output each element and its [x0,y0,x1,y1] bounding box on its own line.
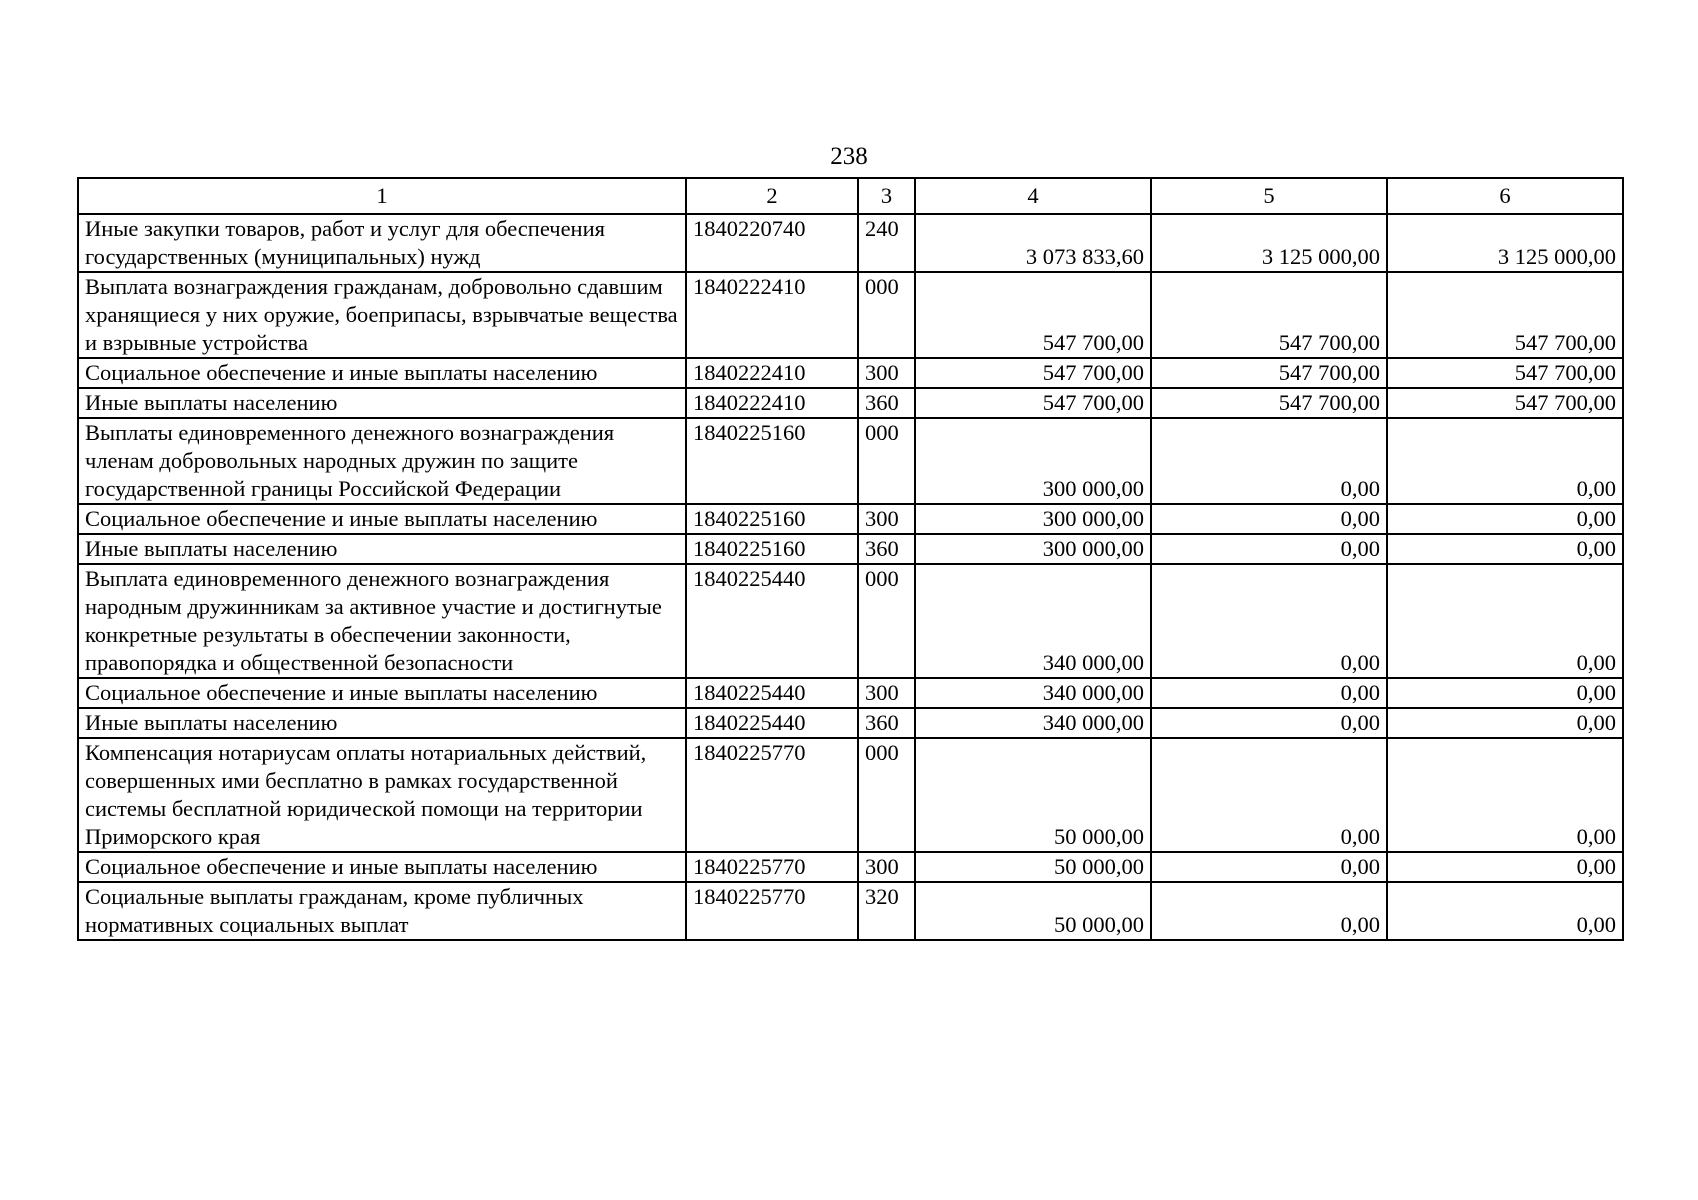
row-name-cell: Выплаты единовременного денежного вознаграждения членам добровольных народных дружин по защите государственной границы Российской Федерации [78,418,686,504]
row-value-col4: 50 000,00 [915,852,1151,882]
table-row [78,358,1623,388]
row-value-col4: 300 000,00 [915,534,1151,564]
row-code-cell: 1840225160 [686,504,858,534]
row-value-col5: 547 700,00 [1151,358,1387,388]
table-row [78,418,1623,504]
table-row [78,214,1623,272]
row-value-col5: 0,00 [1151,852,1387,882]
row-value-col6: 0,00 [1387,738,1623,852]
table-row [78,272,1623,358]
row-type-cell: 300 [858,358,915,388]
row-value-col6: 0,00 [1387,678,1623,708]
table-row [78,564,1623,678]
row-code-cell: 1840220740 [686,214,858,272]
row-type-cell: 300 [858,852,915,882]
row-value-col4: 300 000,00 [915,418,1151,504]
row-name-cell: Выплата единовременного денежного вознаграждения народным дружинникам за активное участие и достигнутые конкретные результаты в обеспечении законности, правопорядка и общественной безопасности [78,564,686,678]
table-header-row [78,178,1623,214]
row-value-col5: 0,00 [1151,418,1387,504]
row-value-col4: 50 000,00 [915,738,1151,852]
row-name-cell: Иные выплаты населению [78,708,686,738]
table-row [78,738,1623,852]
row-name-cell: Социальное обеспечение и иные выплаты населению [78,358,686,388]
row-code-cell: 1840222410 [686,358,858,388]
row-code-cell: 1840225770 [686,852,858,882]
row-value-col6: 0,00 [1387,852,1623,882]
row-type-cell: 320 [858,882,915,940]
row-name-cell: Социальное обеспечение и иные выплаты населению [78,678,686,708]
row-type-cell: 240 [858,214,915,272]
row-value-col5: 0,00 [1151,882,1387,940]
row-code-cell: 1840222410 [686,388,858,418]
page-number: 238 [830,143,868,170]
row-value-col4: 547 700,00 [915,388,1151,418]
row-code-cell: 1840222410 [686,272,858,358]
row-type-cell: 000 [858,738,915,852]
row-code-cell: 1840225440 [686,708,858,738]
column-header: 5 [1151,178,1387,214]
row-value-col4: 3 073 833,60 [915,214,1151,272]
row-code-cell: 1840225160 [686,534,858,564]
row-value-col6: 547 700,00 [1387,358,1623,388]
row-type-cell: 000 [858,418,915,504]
row-type-cell: 300 [858,678,915,708]
column-header: 4 [915,178,1151,214]
row-name-cell: Иные выплаты населению [78,388,686,418]
row-code-cell: 1840225440 [686,564,858,678]
table-row [78,534,1623,564]
budget-table [77,177,1624,941]
row-value-col4: 340 000,00 [915,708,1151,738]
table-row [78,504,1623,534]
row-type-cell: 300 [858,504,915,534]
row-value-col5: 547 700,00 [1151,272,1387,358]
row-code-cell: 1840225770 [686,738,858,852]
row-value-col5: 3 125 000,00 [1151,214,1387,272]
row-value-col5: 0,00 [1151,708,1387,738]
row-value-col6: 0,00 [1387,882,1623,940]
row-value-col4: 547 700,00 [915,358,1151,388]
row-value-col5: 547 700,00 [1151,388,1387,418]
row-value-col4: 50 000,00 [915,882,1151,940]
column-header: 1 [78,178,686,214]
row-value-col6: 0,00 [1387,708,1623,738]
table-row [78,678,1623,708]
row-name-cell: Иные закупки товаров, работ и услуг для обеспечения государственных (муниципальных) нужд [78,214,686,272]
table-row [78,882,1623,940]
column-header: 3 [858,178,915,214]
row-code-cell: 1840225440 [686,678,858,708]
row-name-cell: Социальное обеспечение и иные выплаты населению [78,504,686,534]
row-name-cell: Иные выплаты населению [78,534,686,564]
row-value-col6: 0,00 [1387,534,1623,564]
row-value-col4: 340 000,00 [915,678,1151,708]
row-value-col5: 0,00 [1151,738,1387,852]
row-type-cell: 360 [858,708,915,738]
row-value-col5: 0,00 [1151,678,1387,708]
column-header: 2 [686,178,858,214]
row-type-cell: 000 [858,272,915,358]
row-value-col6: 547 700,00 [1387,272,1623,358]
table-row [78,852,1623,882]
row-name-cell: Социальное обеспечение и иные выплаты населению [78,852,686,882]
row-value-col5: 0,00 [1151,534,1387,564]
row-code-cell: 1840225770 [686,882,858,940]
row-value-col6: 547 700,00 [1387,388,1623,418]
row-value-col6: 0,00 [1387,418,1623,504]
table-row [78,388,1623,418]
row-name-cell: Выплата вознаграждения гражданам, добровольно сдавшим хранящиеся у них оружие, боеприпасы, взрывчатые вещества и взрывные устройства [78,272,686,358]
table-row [78,708,1623,738]
row-type-cell: 000 [858,564,915,678]
row-value-col6: 0,00 [1387,564,1623,678]
row-value-col5: 0,00 [1151,504,1387,534]
row-name-cell: Компенсация нотариусам оплаты нотариальных действий, совершенных ими бесплатно в рамках государственной системы бесплатной юридической помощи на территории Приморского края [78,738,686,852]
row-value-col4: 547 700,00 [915,272,1151,358]
row-value-col4: 300 000,00 [915,504,1151,534]
row-type-cell: 360 [858,388,915,418]
row-value-col6: 3 125 000,00 [1387,214,1623,272]
row-name-cell: Социальные выплаты гражданам, кроме публичных нормативных социальных выплат [78,882,686,940]
row-value-col4: 340 000,00 [915,564,1151,678]
row-code-cell: 1840225160 [686,418,858,504]
row-type-cell: 360 [858,534,915,564]
row-value-col6: 0,00 [1387,504,1623,534]
column-header: 6 [1387,178,1623,214]
row-value-col5: 0,00 [1151,564,1387,678]
